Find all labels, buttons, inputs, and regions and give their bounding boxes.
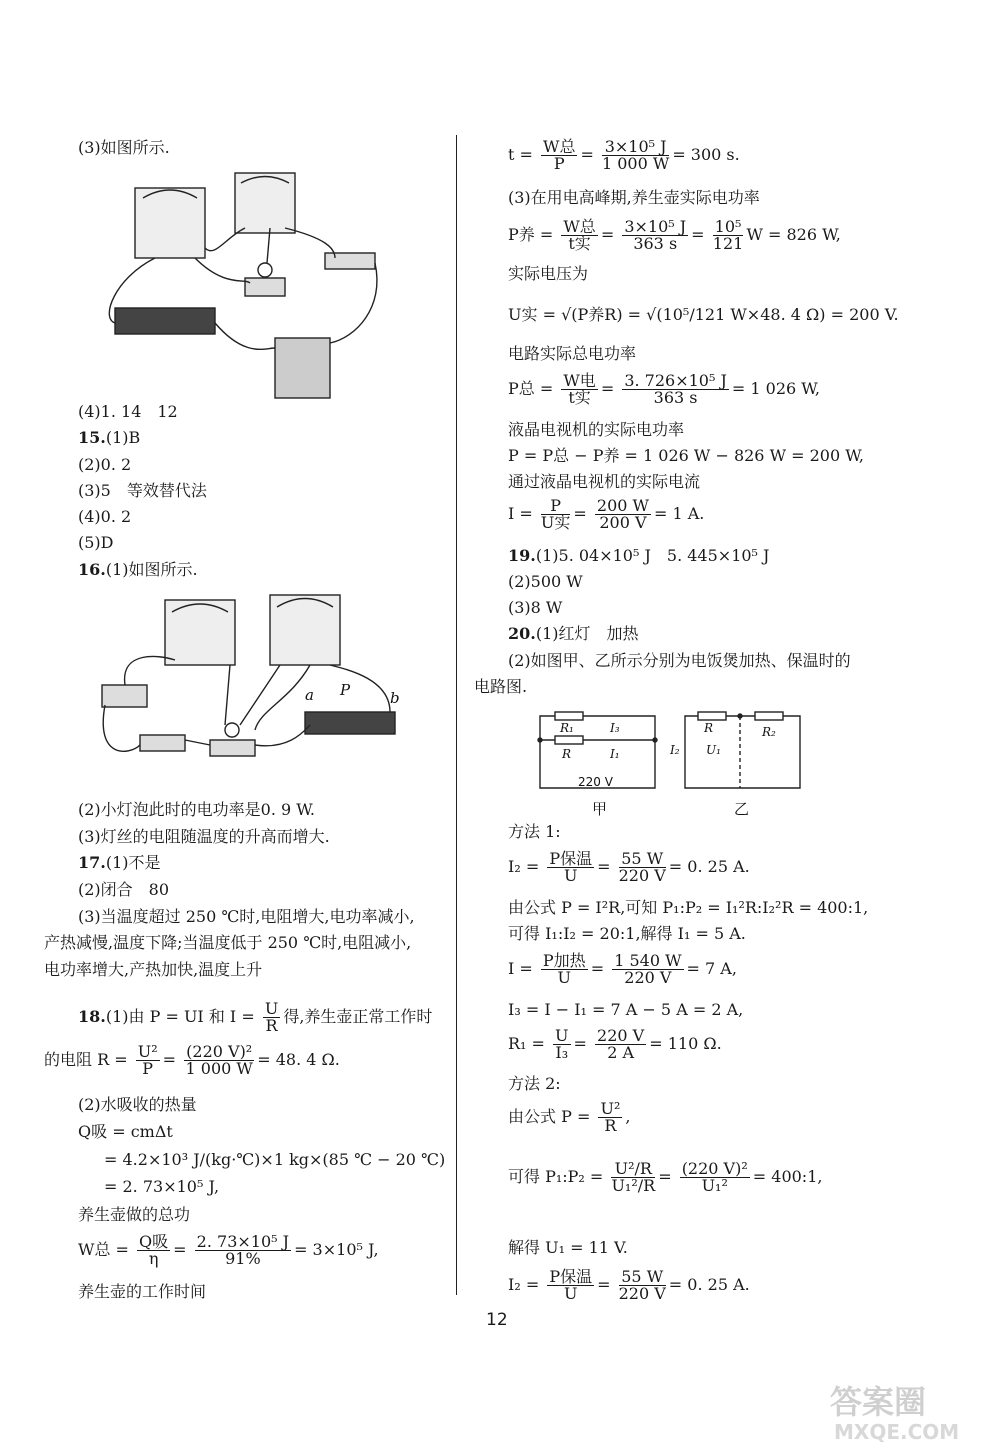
answer-line: W总 = $\frac{\text{Q吸}}{\eta}$ = $\frac{\text{2. 73×10⁵ J}}{91\%}$ = 3×10⁵ J, — [78, 1232, 379, 1268]
fraction: $\frac{\text{3×10⁵ J}}{1 000 W}$ — [601, 137, 670, 173]
answer-line: 方法 1: — [508, 822, 561, 841]
label-i1: I₁ — [610, 747, 620, 761]
fraction: $\frac{\text{(220 V)²}}{\text{U₁²}}$ — [681, 1159, 748, 1195]
question-number: 17. — [78, 853, 106, 872]
fraction: $\frac{\text{U²}}{P}$ — [137, 1042, 158, 1078]
fraction: $\frac{\text{P保温}}{U}$ — [549, 1267, 593, 1303]
fraction: $\frac{\text{Q吸}}{\eta}$ — [139, 1232, 169, 1268]
fraction: $\frac{P}{\text{U实}}$ — [540, 496, 571, 532]
slider-p-label: P — [340, 681, 351, 699]
fraction: $\frac{\text{(220 V)²}}{1 000 W}$ — [185, 1042, 253, 1078]
rheostat — [305, 712, 395, 734]
answer-line: = 4.2×10³ J/(kg·℃)×1 kg×(85 ℃ − 20 ℃) — [104, 1150, 446, 1169]
answer-line: 18.(1)由 P = UI 和 I = $\frac{U}{R}$ 得,养生壶正常工作时 — [78, 999, 433, 1035]
answer-line: 19.(1)5. 04×10⁵ J 5. 445×10⁵ J — [508, 546, 770, 565]
answer-line: 的电阻 R = $\frac{\text{U²}}{P}$ = $\frac{\text{(220 V)²}}{1 000 W}$ = 48. 4 Ω. — [44, 1042, 340, 1078]
fraction: $\frac{\text{W电}}{\text{t实}}$ — [563, 371, 596, 407]
answer-line: (3)灯丝的电阻随温度的升高而增大. — [78, 827, 330, 846]
voltmeter — [135, 188, 205, 258]
page-number: 12 — [486, 1310, 508, 1330]
label-r-yi: R — [704, 721, 714, 735]
answer-line: t = $\frac{\text{W总}}{P}$ = $\frac{\text{3×10⁵ J}}{1 000 W}$ = 300 s. — [508, 137, 740, 173]
fraction: $\frac{\text{W总}}{P}$ — [543, 137, 576, 173]
resistor-r — [698, 712, 726, 720]
svg-text:答案圈: 答案圈 — [830, 1383, 927, 1421]
switch — [325, 253, 375, 269]
fraction: $\frac{\text{W总}}{\text{t实}}$ — [563, 217, 596, 253]
label-u1: U₁ — [706, 743, 721, 757]
answer-line: 由公式 P = I²R,可知 P₁:P₂ = I₁²R:I₂²R = 400:1, — [508, 898, 869, 917]
rheostat — [115, 308, 215, 334]
label-r2: R₂ — [762, 725, 776, 739]
answer-line: R₁ = $\frac{U}{\text{I₃}}$ = $\frac{220 V}{2 A}$ = 110 Ω. — [508, 1026, 722, 1062]
terminal-a-label: a — [305, 686, 314, 704]
answer-line: (2)小灯泡此时的电功率是0. 9 W. — [78, 800, 316, 819]
answer-line: (3)如图所示. — [78, 138, 170, 157]
fraction: $\frac{\text{P保温}}{U}$ — [549, 849, 593, 885]
question-number: 16. — [78, 560, 106, 579]
answer-line: I₂ = $\frac{\text{P保温}}{U}$ = $\frac{55 W}{220 V}$ = 0. 25 A. — [508, 1267, 750, 1303]
fraction: $\frac{U}{R}$ — [264, 999, 279, 1035]
fraction: $\frac{\text{2. 73×10⁵ J}}{91\%}$ — [196, 1232, 290, 1268]
answer-line: (3)5 等效替代法 — [78, 481, 207, 500]
fraction: $\frac{\text{3×10⁵ J}}{363 s}$ — [624, 217, 687, 253]
answer-line: = 2. 73×10⁵ J, — [104, 1177, 220, 1196]
bulb — [258, 263, 272, 277]
label-220v: 220 V — [578, 775, 613, 789]
answer-line: 养生壶做的总功 — [78, 1205, 191, 1224]
answer-line: I₃ = I − I₁ = 7 A − 5 A = 2 A, — [508, 1000, 744, 1019]
answer-line: 产热减慢,温度下降;当温度低于 250 ℃时,电阻减小, — [44, 933, 412, 952]
question-number: 19. — [508, 546, 536, 565]
battery — [102, 685, 147, 707]
answer-line: 电路图. — [474, 677, 528, 696]
answer-line: 16.(1)如图所示. — [78, 560, 198, 579]
resistor-r2 — [755, 712, 783, 720]
resistor-r1 — [555, 712, 583, 720]
answer-line: (4)1. 14 12 — [78, 402, 178, 421]
answer-line: 液晶电视机的实际电功率 — [508, 420, 685, 439]
fraction: $\frac{55 W}{220 V}$ — [618, 849, 666, 885]
watermark-logo — [820, 1375, 990, 1445]
fraction: $\frac{\text{3. 726×10⁵ J}}{363 s}$ — [624, 371, 727, 407]
label-i2: I₂ — [670, 743, 680, 757]
answer-line: (2)如图甲、乙所示分别为电饭煲加热、保温时的 — [508, 651, 851, 670]
answer-line: (2)500 W — [508, 572, 583, 591]
answer-line: 实际电压为 — [508, 264, 589, 283]
answer-line: I = $\frac{\text{P加热}}{U}$ = $\frac{1 540 W}{220 V}$ = 7 A, — [508, 951, 737, 987]
lamp-base — [210, 740, 255, 756]
answer-line: 方法 2: — [508, 1074, 561, 1093]
fraction: $\frac{U}{\text{I₃}}$ — [555, 1026, 569, 1062]
answer-line: P养 = $\frac{\text{W总}}{\text{t实}}$ = $\frac{\text{3×10⁵ J}}{363 s}$ = $\frac{\text{10⁵}}{121}$ W = 826 W, — [508, 217, 841, 253]
answer-line: (3)8 W — [508, 598, 563, 617]
answer-line: I = $\frac{P}{\text{U实}}$ = $\frac{200 W}{200 V}$ = 1 A. — [508, 496, 705, 532]
fraction: $\frac{200 W}{200 V}$ — [596, 496, 649, 532]
label-i3: I₃ — [610, 721, 620, 735]
answer-line: 17.(1)不是 — [78, 853, 161, 872]
answer-line: 20.(1)红灯 加热 — [508, 624, 639, 643]
fraction: $\frac{\text{P加热}}{U}$ — [542, 951, 586, 987]
question-number: 20. — [508, 624, 536, 643]
answer-line: P = P总 − P养 = 1 026 W − 826 W = 200 W, — [508, 446, 864, 465]
answer-line: 养生壶的工作时间 — [78, 1282, 207, 1301]
question-number: 15. — [78, 428, 106, 447]
bulb — [225, 723, 239, 737]
question-number: 18. — [78, 1007, 106, 1026]
column-divider — [456, 135, 457, 1295]
answer-line: 可得 P₁:P₂ = $\frac{\text{U²/R}}{\text{U₁²/R}}$ = $\frac{\text{(220 V)²}}{\text{U₁²}}$ = 400:1, — [508, 1159, 823, 1195]
answer-line: (4)0. 2 — [78, 507, 132, 526]
svg-text:MXQE.COM: MXQE.COM — [834, 1420, 960, 1444]
battery — [275, 338, 330, 398]
circuit-figure-2 — [90, 590, 420, 770]
answer-line: (2)水吸收的热量 — [78, 1095, 197, 1114]
terminal-b-label: b — [390, 689, 400, 707]
answer-line: 解得 U₁ = 11 V. — [508, 1238, 628, 1257]
answer-line: 15.(1)B — [78, 428, 141, 447]
answer-line: (2)0. 2 — [78, 455, 132, 474]
label-yi: 乙 — [734, 800, 750, 818]
answer-line: 可得 I₁:I₂ = 20:1,解得 I₁ = 5 A. — [508, 924, 746, 943]
resistor-r — [555, 736, 583, 744]
fraction: $\frac{55 W}{220 V}$ — [618, 1267, 666, 1303]
circuit-diagrams-jia-yi — [530, 708, 820, 828]
answer-line: U实 = √(P养R) = √(10⁵/121 W×48. 4 Ω) = 200 V. — [508, 305, 899, 324]
circuit-figure-1 — [95, 168, 385, 408]
answer-line: (5)D — [78, 533, 114, 552]
answer-line: I₂ = $\frac{\text{P保温}}{U}$ = $\frac{55 W}{220 V}$ = 0. 25 A. — [508, 849, 750, 885]
answer-line: 电路实际总电功率 — [508, 344, 637, 363]
switch — [140, 735, 185, 751]
answer-line: (2)闭合 80 — [78, 880, 170, 899]
fraction: $\frac{\text{10⁵}}{121}$ — [712, 217, 744, 253]
answer-line: 通过液晶电视机的实际电流 — [508, 472, 701, 491]
answer-line: (3)在用电高峰期,养生壶实际电功率 — [508, 188, 760, 207]
answer-line: 电功率增大,产热加快,温度上升 — [44, 960, 263, 979]
fraction: $\frac{220 V}{2 A}$ — [597, 1026, 645, 1062]
fraction: $\frac{\text{U²/R}}{\text{U₁²/R}}$ — [611, 1159, 656, 1195]
answer-line: 由公式 P = $\frac{\text{U²}}{R}$ , — [508, 1099, 631, 1135]
answer-line: P总 = $\frac{\text{W电}}{\text{t实}}$ = $\frac{\text{3. 726×10⁵ J}}{363 s}$ = 1 026 W, — [508, 371, 821, 407]
lamp-base — [245, 278, 285, 296]
fraction: $\frac{1 540 W}{220 V}$ — [614, 951, 682, 987]
fraction: $\frac{\text{U²}}{R}$ — [600, 1099, 621, 1135]
label-r: R — [562, 747, 572, 761]
answer-line: (3)当温度超过 250 ℃时,电阻增大,电功率减小, — [78, 907, 415, 926]
label-jia: 甲 — [592, 800, 608, 818]
answer-line: Q吸 = cmΔt — [78, 1122, 173, 1141]
label-r1: R₁ — [560, 721, 574, 735]
